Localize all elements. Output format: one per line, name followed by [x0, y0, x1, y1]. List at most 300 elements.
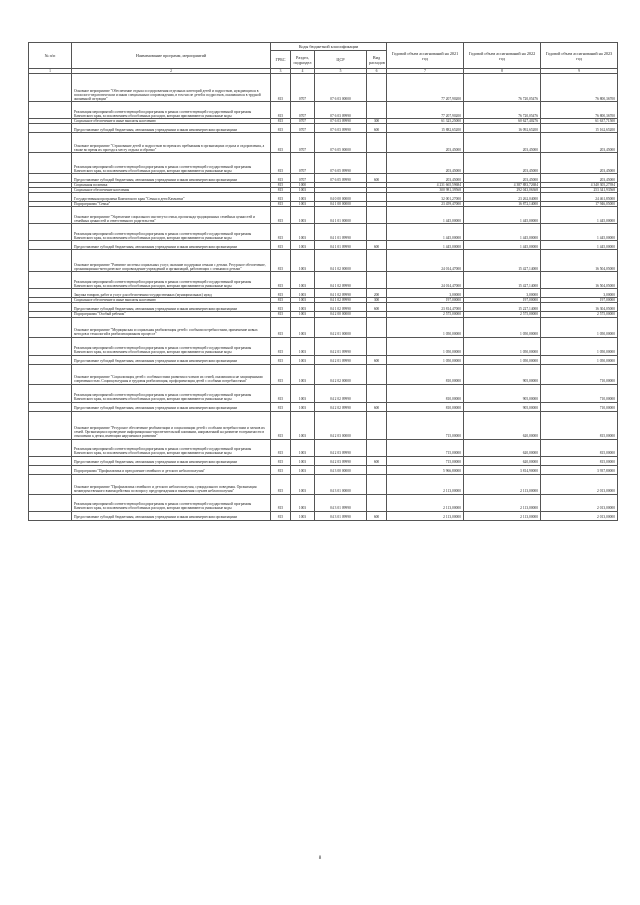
row-csr: 04 1 02 09990 [315, 272, 367, 289]
row-value-2023: 2 013,00000 [541, 474, 618, 494]
row-csr: 04 1 02 09990 [315, 298, 367, 303]
row-value-2023: 710,00000 [541, 402, 618, 411]
row-vr: 600 [367, 241, 387, 250]
row-number [29, 207, 72, 224]
row-name: Реализация мероприятий соответствующей подпрограммы в рамках соответствующей государственной программы Камчатского края, за исключением обособленных расходов, которым присваиваются уникальные коды [72, 272, 271, 289]
row-number [29, 465, 72, 474]
row-vr [367, 193, 387, 202]
table-row [29, 174, 618, 183]
row-vr [367, 207, 387, 224]
table-row [29, 511, 618, 520]
row-value-2022: 905,00000 [464, 402, 541, 411]
table-row [29, 272, 618, 289]
row-section: 0707 [291, 174, 315, 183]
row-number [29, 74, 72, 102]
row-value-2023: 17 946,05000 [541, 202, 618, 207]
row-value-2021: 715,00000 [387, 411, 464, 439]
row-value-2021: 5 966,80000 [387, 465, 464, 474]
table-row [29, 465, 618, 474]
row-grbs: 815 [271, 494, 291, 511]
budget-table [28, 42, 618, 521]
row-vr: 300 [367, 298, 387, 303]
row-csr: 04 3 01 09990 [315, 494, 367, 511]
row-name: Подпрограмма "Профилактика и преодоление семейного и детского неблагополучия" [72, 465, 271, 474]
row-grbs: 815 [271, 317, 291, 337]
row-section: 1003 [291, 355, 315, 364]
row-section: 1003 [291, 494, 315, 511]
row-value-2022: 4 387 883,72684 [464, 183, 541, 188]
header-csr: ЦСР [315, 51, 367, 69]
row-csr: 04 1 02 09990 [315, 303, 367, 312]
row-value-2022: 15 427,14000 [464, 250, 541, 272]
header-codes-group: Коды бюджетной классификации [271, 43, 387, 51]
row-vr [367, 74, 387, 102]
row-name: Основное мероприятие "Социализация детей с особенностями развития и членов их семей, оказавшихся не защищенными современностью. Социокультурная и трудовая реабилитация, профориентация детей с особыми потребностями" [72, 364, 271, 384]
row-value-2022: 620,00000 [464, 411, 541, 439]
row-csr: 04 1 02 00000 [315, 250, 367, 272]
row-value-2022: 60 627,40276 [464, 119, 541, 124]
row-value-2022: 905,00000 [464, 364, 541, 384]
row-number [29, 456, 72, 465]
row-csr: 04 1 02 09990 [315, 289, 367, 298]
row-value-2021: 2 113,00000 [387, 474, 464, 494]
header-2022: Годовой объем ассигнований на 2022 год [464, 43, 541, 69]
row-value-2023: 203,45000 [541, 174, 618, 183]
row-value-2023: 3 937,80000 [541, 465, 618, 474]
row-vr [367, 384, 387, 402]
row-name: Подпрограмма "Особый ребенок" [72, 312, 271, 317]
row-grbs: 815 [271, 188, 291, 193]
table-row [29, 250, 618, 272]
row-number [29, 411, 72, 439]
row-grbs: 815 [271, 298, 291, 303]
row-csr: 04 2 03 00000 [315, 411, 367, 439]
header-index: 8 [464, 69, 541, 74]
row-value-2022: 23 262,04000 [464, 193, 541, 202]
row-vr: 600 [367, 511, 387, 520]
row-csr: 04 2 02 09990 [315, 384, 367, 402]
header-name: Наименование программ, мероприятий [72, 43, 271, 69]
row-value-2023: 16 504,05000 [541, 272, 618, 289]
row-vr: 300 [367, 119, 387, 124]
row-vr [367, 272, 387, 289]
row-value-2023: 1 050,00000 [541, 317, 618, 337]
row-value-2022: 15 227,14000 [464, 303, 541, 312]
row-vr: 600 [367, 303, 387, 312]
row-csr: 04 1 01 00000 [315, 207, 367, 224]
row-section: 1003 [291, 364, 315, 384]
row-grbs: 815 [271, 193, 291, 202]
row-number [29, 364, 72, 384]
row-grbs: 815 [271, 183, 291, 188]
row-value-2022: 203,45000 [464, 153, 541, 174]
table-row [29, 133, 618, 153]
row-name: Реализация мероприятий соответствующей подпрограммы в рамках соответствующей государственной программы Камчатского края, за исключением обособленных расходов, которым присваиваются уникальные коды [72, 439, 271, 456]
row-csr: 07 6 03 00000 [315, 74, 367, 102]
row-value-2022: 16 872,14000 [464, 202, 541, 207]
row-number [29, 250, 72, 272]
row-csr: 04 2 02 09990 [315, 402, 367, 411]
row-value-2021: 203,45000 [387, 153, 464, 174]
row-section: 1003 [291, 250, 315, 272]
row-value-2022: 1 050,00000 [464, 337, 541, 355]
table-row [29, 193, 618, 202]
row-name: Реализация мероприятий соответствующей подпрограммы в рамках соответствующей государственной программы Камчатского края, за исключением обособленных расходов, которым присваиваются уникальные коды [72, 337, 271, 355]
row-name: Реализация мероприятий соответствующей подпрограммы в рамках соответствующей государственной программы Камчатского края, за исключением обособленных расходов, которым присваиваются уникальные коды [72, 153, 271, 174]
row-vr: 200 [367, 289, 387, 298]
row-value-2021: 4 231 665,59684 [387, 183, 464, 188]
row-name: Предоставление субсидий бюджетным, автономным учреждениям и иным некоммерческим организациям [72, 511, 271, 520]
row-value-2023: 1 445,00000 [541, 207, 618, 224]
header-section: Раздел, подраздел [291, 51, 315, 69]
row-csr: 04 3 01 09990 [315, 511, 367, 520]
row-name: Социальное обеспечение населения [72, 188, 271, 193]
row-value-2023: 1 050,00000 [541, 355, 618, 364]
row-number [29, 193, 72, 202]
row-name: Социальное обеспечение и иные выплаты населению [72, 119, 271, 124]
table-row [29, 102, 618, 119]
row-section: 1003 [291, 193, 315, 202]
row-value-2022: 3 814,90000 [464, 465, 541, 474]
row-value-2023: 203,45000 [541, 133, 618, 153]
row-name: Государственная программа Камчатского края "Семья и дети Камчатки" [72, 193, 271, 202]
row-number [29, 317, 72, 337]
row-value-2021: 197,00000 [387, 298, 464, 303]
row-value-2022: 292 043,06368 [464, 188, 541, 193]
row-section: 1003 [291, 439, 315, 456]
row-grbs: 815 [271, 355, 291, 364]
row-section: 1003 [291, 511, 315, 520]
row-value-2021: 3,00000 [387, 289, 464, 298]
row-grbs: 815 [271, 411, 291, 439]
row-value-2021: 1 050,00000 [387, 337, 464, 355]
row-section: 0707 [291, 133, 315, 153]
row-value-2022: 1 445,00000 [464, 241, 541, 250]
row-grbs: 815 [271, 272, 291, 289]
row-name: Предоставление субсидий бюджетным, автономным учреждениям и иным некоммерческим организациям [72, 456, 271, 465]
header-2021: Годовой объем ассигнований на 2021 год [387, 43, 464, 69]
row-vr [367, 133, 387, 153]
row-grbs: 815 [271, 224, 291, 241]
row-value-2021: 810,00000 [387, 384, 464, 402]
row-grbs: 815 [271, 174, 291, 183]
row-name: Основное мероприятие "Ресурсное обеспечение реабилитации и социализации детей с особыми потребностями и членов их семей. Организация и проведение информационно-просветительской кампании, направленной на развитие толерантности в отношении к детям, имеющим нарушения в развитии" [72, 411, 271, 439]
table-row [29, 474, 618, 494]
table-row [29, 241, 618, 250]
header-2023: Годовой объем ассигнований на 2023 год [541, 43, 618, 69]
row-value-2021: 23 459,47000 [387, 202, 464, 207]
row-name: Основное мероприятие "Развитие системы социальных услуг, оказание поддержки семьям с детьми. Ресурсное обеспечение, организационно-методическое сопровождение учреждений и организаций, работающих с семьями и детьми" [72, 250, 271, 272]
row-name: Предоставление субсидий бюджетным, автономным учреждениям и иным некоммерческим организациям [72, 303, 271, 312]
table-row [29, 303, 618, 312]
row-value-2023: 3,00000 [541, 289, 618, 298]
row-value-2023: 76 800,36700 [541, 74, 618, 102]
row-section: 0707 [291, 153, 315, 174]
row-value-2022: 2 575,00000 [464, 312, 541, 317]
table-row [29, 224, 618, 241]
row-value-2021: 300 981,39568 [387, 188, 464, 193]
table-row [29, 456, 618, 465]
row-name: Социальная политика [72, 183, 271, 188]
row-grbs: 815 [271, 119, 291, 124]
table-row [29, 411, 618, 439]
row-value-2023: 815,00000 [541, 456, 618, 465]
table-body [29, 74, 618, 521]
table-row [29, 439, 618, 456]
header-index: 6 [367, 69, 387, 74]
row-number [29, 494, 72, 511]
header-no: № п/п [29, 43, 72, 69]
row-grbs: 815 [271, 312, 291, 317]
row-name: Реализация мероприятий соответствующей подпрограммы в рамках соответствующей государственной программы Камчатского края, за исключением обособленных расходов, которым присваиваются уникальные коды [72, 494, 271, 511]
row-grbs: 815 [271, 74, 291, 102]
row-value-2021: 203,45000 [387, 133, 464, 153]
row-section: 1003 [291, 465, 315, 474]
row-grbs: 815 [271, 465, 291, 474]
row-value-2021: 810,00000 [387, 402, 464, 411]
row-csr: 04 0 00 00000 [315, 193, 367, 202]
row-value-2022: 2 113,00000 [464, 494, 541, 511]
row-vr [367, 474, 387, 494]
row-value-2023: 2 575,00000 [541, 312, 618, 317]
row-value-2021: 1 050,00000 [387, 355, 464, 364]
row-grbs: 815 [271, 439, 291, 456]
table-row [29, 74, 618, 102]
row-value-2021: 1 445,00000 [387, 241, 464, 250]
header-vr: Вид расходов [367, 51, 387, 69]
row-name: Основное мероприятие "Обеспечение отдыха и оздоровления отдельных категорий детей и подростков, нуждающихся в психолого-педагогическом и иным специальным сопровождении, в том числе детей и подростков, оказавшихся в трудной жизненной ситуации" [72, 74, 271, 102]
table-row [29, 289, 618, 298]
table-row [29, 355, 618, 364]
row-number [29, 511, 72, 520]
row-grbs: 815 [271, 456, 291, 465]
row-name: Предоставление субсидий бюджетным, автономным учреждениям и иным некоммерческим организациям [72, 355, 271, 364]
row-value-2022: 16 092,65200 [464, 124, 541, 133]
row-value-2022: 2 113,00000 [464, 511, 541, 520]
row-grbs: 815 [271, 289, 291, 298]
row-value-2023: 2 013,00000 [541, 494, 618, 511]
row-grbs: 815 [271, 402, 291, 411]
row-grbs: 815 [271, 511, 291, 520]
row-section: 1003 [291, 312, 315, 317]
row-vr: 600 [367, 355, 387, 364]
page-number: 8 [318, 856, 322, 861]
row-number [29, 224, 72, 241]
row-value-2023: 253 341,93568 [541, 188, 618, 193]
row-number [29, 337, 72, 355]
table-row [29, 364, 618, 384]
header-index: 2 [72, 69, 271, 74]
row-value-2022: 3,00000 [464, 289, 541, 298]
row-grbs: 815 [271, 102, 291, 119]
row-number [29, 402, 72, 411]
row-number [29, 439, 72, 456]
row-name: Основное мероприятие "Медицинская и социальная реабилитация детей с особыми потребностями, применение новых методов и технологий в реабилитационном процессе" [72, 317, 271, 337]
row-value-2021: 15 882,65200 [387, 124, 464, 133]
header-index: 9 [541, 69, 618, 74]
row-number [29, 303, 72, 312]
row-csr: 07 6 03 09990 [315, 119, 367, 124]
row-value-2023: 24 461,85000 [541, 193, 618, 202]
row-vr [367, 102, 387, 119]
row-csr: 04 3 01 00000 [315, 474, 367, 494]
row-value-2023: 710,00000 [541, 384, 618, 402]
row-value-2022: 197,00000 [464, 298, 541, 303]
row-value-2021: 61 325,25000 [387, 119, 464, 124]
row-name: Предоставление субсидий бюджетным, автономным учреждениям и иным некоммерческим организациям [72, 241, 271, 250]
row-value-2023: 815,00000 [541, 439, 618, 456]
row-value-2021: 2 575,00000 [387, 312, 464, 317]
row-vr: 600 [367, 174, 387, 183]
row-vr [367, 364, 387, 384]
row-name: Предоставление субсидий бюджетным, автономным учреждениям и иным некоммерческим организациям [72, 402, 271, 411]
row-section: 1003 [291, 474, 315, 494]
row-value-2021: 203,45000 [387, 174, 464, 183]
row-section: 1003 [291, 317, 315, 337]
row-grbs: 815 [271, 124, 291, 133]
row-section: 1003 [291, 289, 315, 298]
row-section: 1003 [291, 298, 315, 303]
row-csr: 07 6 05 09990 [315, 174, 367, 183]
row-value-2023: 815,00000 [541, 411, 618, 439]
row-value-2023: 1 050,00000 [541, 337, 618, 355]
row-number [29, 133, 72, 153]
row-value-2021: 715,00000 [387, 456, 464, 465]
row-name: Предоставление субсидий бюджетным, автономным учреждениям и иным некоммерческим организациям [72, 124, 271, 133]
table-row [29, 317, 618, 337]
row-section: 1003 [291, 402, 315, 411]
row-grbs: 815 [271, 241, 291, 250]
row-grbs: 815 [271, 250, 291, 272]
row-value-2023: 16 504,05000 [541, 250, 618, 272]
row-vr: 600 [367, 124, 387, 133]
row-value-2022: 1 445,00000 [464, 207, 541, 224]
row-grbs: 815 [271, 133, 291, 153]
row-csr: 04 2 00 00000 [315, 312, 367, 317]
row-name: Реализация мероприятий соответствующей подпрограммы в рамках соответствующей государственной программы Камчатского края, за исключением обособленных расходов, которым присваиваются уникальные коды [72, 224, 271, 241]
row-grbs: 815 [271, 337, 291, 355]
row-section: 1003 [291, 224, 315, 241]
header-index: 5 [315, 69, 367, 74]
row-section: 1003 [291, 411, 315, 439]
row-value-2021: 77 207,90200 [387, 102, 464, 119]
row-section: 1003 [291, 456, 315, 465]
row-name: Основное мероприятие "Страхование детей и подростков во время их пребывания в организациях отдыха и оздоровления, а также во время их проезда к месту отдыха и обратно" [72, 133, 271, 153]
row-value-2022: 203,45000 [464, 133, 541, 153]
header-index: 4 [291, 69, 315, 74]
row-csr: 04 2 01 09990 [315, 337, 367, 355]
row-vr [367, 317, 387, 337]
row-value-2022: 76 720,05476 [464, 74, 541, 102]
row-vr [367, 337, 387, 355]
row-grbs: 815 [271, 202, 291, 207]
header-index: 3 [271, 69, 291, 74]
row-section: 0707 [291, 74, 315, 102]
row-number [29, 174, 72, 183]
row-grbs: 815 [271, 207, 291, 224]
row-vr [367, 250, 387, 272]
row-section: 1003 [291, 207, 315, 224]
row-value-2023: 4 340 305,27394 [541, 183, 618, 188]
row-value-2021: 2 113,00000 [387, 511, 464, 520]
row-value-2021: 1 050,00000 [387, 317, 464, 337]
row-name: Реализация мероприятий соответствующей подпрограммы в рамках соответствующей государственной программы Камчатского края, за исключением обособленных расходов, которым присваиваются уникальные коды [72, 384, 271, 402]
row-csr: 04 2 02 00000 [315, 364, 367, 384]
row-number [29, 289, 72, 298]
row-value-2021: 810,00000 [387, 364, 464, 384]
row-name: Основное мероприятие "Профилактика семейного и детского неблагополучия, суицидального поведения. Организация межведомственного взаимодействия по вопросу предупреждения и выявления случаев неблагополучия" [72, 474, 271, 494]
row-section: 1003 [291, 241, 315, 250]
row-grbs: 815 [271, 474, 291, 494]
row-name: Основное мероприятие "Укрепление социального института семьи, пропаганда традиционных семейных ценностей и семейных ценностей и ответственного родительства" [72, 207, 271, 224]
row-value-2023: 16 304,05000 [541, 303, 618, 312]
row-csr: 04 3 00 00000 [315, 465, 367, 474]
row-name: Социальное обеспечение и иные выплаты населению [72, 298, 271, 303]
row-value-2022: 76 720,05476 [464, 102, 541, 119]
row-vr [367, 153, 387, 174]
row-section: 1003 [291, 337, 315, 355]
row-value-2022: 620,00000 [464, 439, 541, 456]
row-value-2022: 1 445,00000 [464, 224, 541, 241]
row-csr: 07 6 03 09990 [315, 124, 367, 133]
row-name: Подпрограмма "Семья" [72, 202, 271, 207]
row-number [29, 241, 72, 250]
row-vr [367, 411, 387, 439]
row-value-2022: 15 427,14000 [464, 272, 541, 289]
row-vr: 600 [367, 402, 387, 411]
row-section: 1003 [291, 202, 315, 207]
row-value-2021: 24 014,47000 [387, 272, 464, 289]
row-grbs: 815 [271, 303, 291, 312]
row-number [29, 272, 72, 289]
row-name: Закупка товаров, работ и услуг для обеспечения государственных (муниципальных) нужд [72, 289, 271, 298]
table-row [29, 153, 618, 174]
row-value-2023: 1 445,00000 [541, 224, 618, 241]
row-vr [367, 465, 387, 474]
row-section: 0707 [291, 124, 315, 133]
table-row [29, 494, 618, 511]
row-section: 1003 [291, 272, 315, 289]
row-number [29, 124, 72, 133]
row-name: Предоставление субсидий бюджетным, автономным учреждениям и иным некоммерческим организациям [72, 174, 271, 183]
row-value-2022: 1 050,00000 [464, 355, 541, 364]
row-csr: 04 1 01 09990 [315, 241, 367, 250]
row-grbs: 815 [271, 153, 291, 174]
row-number [29, 384, 72, 402]
row-value-2023: 2 013,00000 [541, 511, 618, 520]
row-value-2023: 15 162,65200 [541, 124, 618, 133]
row-value-2021: 1 445,00000 [387, 224, 464, 241]
row-value-2023: 197,00000 [541, 298, 618, 303]
row-csr: 04 2 03 09990 [315, 439, 367, 456]
row-section: 1003 [291, 384, 315, 402]
row-value-2021: 1 445,00000 [387, 207, 464, 224]
row-csr: 07 6 05 00000 [315, 133, 367, 153]
row-value-2021: 715,00000 [387, 439, 464, 456]
row-number [29, 355, 72, 364]
row-csr: 04 2 01 00000 [315, 317, 367, 337]
row-grbs: 815 [271, 364, 291, 384]
row-grbs: 815 [271, 384, 291, 402]
row-number [29, 474, 72, 494]
row-csr: 04 1 01 09990 [315, 224, 367, 241]
row-value-2023: 203,45000 [541, 153, 618, 174]
row-number [29, 153, 72, 174]
row-csr: 04 2 03 09990 [315, 456, 367, 465]
row-section: 1000 [291, 183, 315, 188]
header-index: 1 [29, 69, 72, 74]
row-value-2021: 2 113,00000 [387, 494, 464, 511]
